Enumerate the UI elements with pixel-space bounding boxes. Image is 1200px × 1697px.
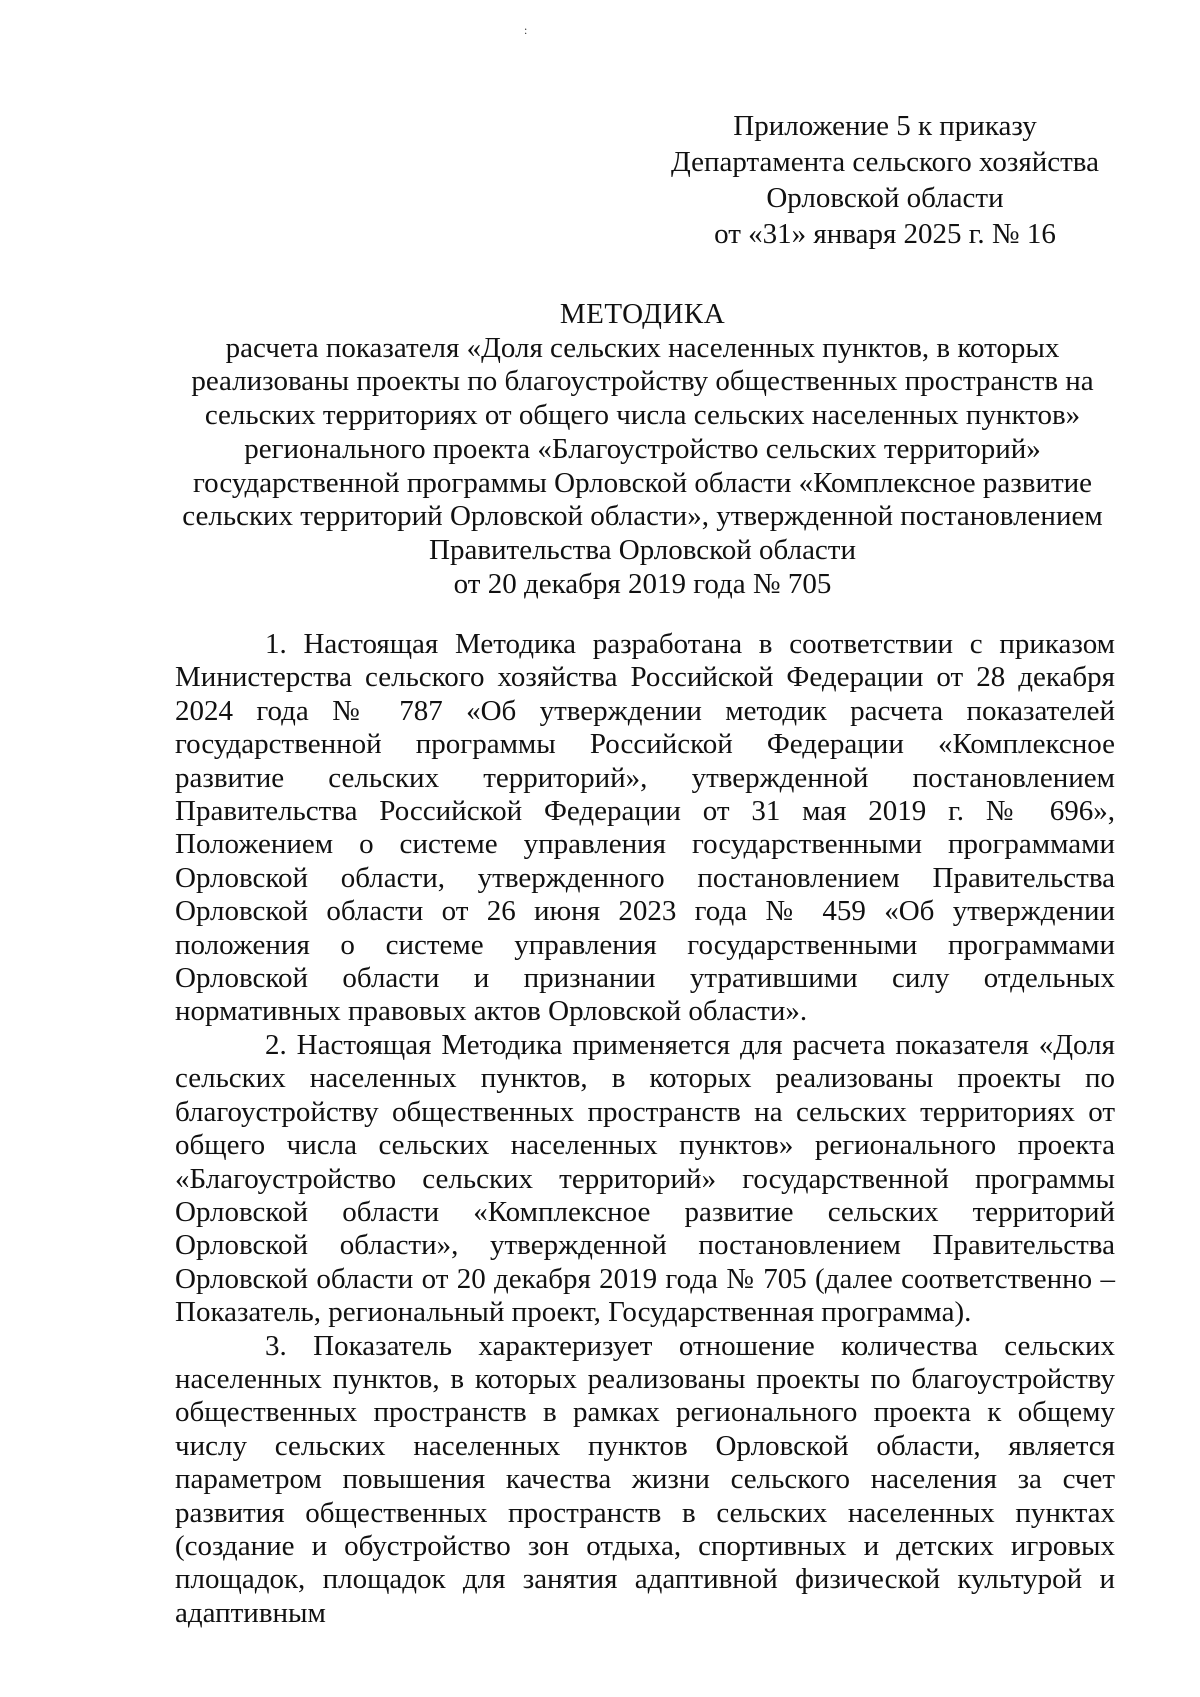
document-body bbox=[175, 628, 1115, 1630]
title-line: сельских территориях от общего числа сельских населенных пунктов» bbox=[204, 399, 1081, 432]
title-line: государственной программы Орловской области «Комплексное развитие bbox=[192, 466, 1093, 499]
title-line: расчета показателя «Доля сельских населенных пунктов, в которых bbox=[225, 331, 1060, 364]
appendix-line: Орловской области bbox=[766, 182, 1004, 214]
paragraph-3: 3. Показатель характеризует отношение количества сельских населенных пунктов, в которых реализованы проекты по благоустройству общественных пространств в рамках регионального проекта к общему числу сельских населенных пунктов Орловской области, является параметром повышения качества жизни сельского населения за счет развития общественных пространств в сельских населенных пунктах (создание и обустройство зон отдыха, спортивных и детских игровых площадок, площадок для занятия адаптивной физической культурой и адаптивным bbox=[175, 1329, 1115, 1629]
document-title-block bbox=[170, 298, 1115, 601]
scan-mark: : bbox=[524, 23, 528, 37]
appendix-line: Департамента сельского хозяйства bbox=[671, 146, 1099, 178]
document-title: МЕТОДИКА bbox=[559, 298, 726, 330]
paragraph-1: 1. Настоящая Методика разработана в соответствии с приказом Министерства сельского хозяйства Российской Федерации от 28 декабря 2024 года № 787 «Об утверждении методик расчета показателей государственной программы Российской Федерации «Комплексное развитие сельских территорий», утвержденной постановлением Правительства Российской Федерации от 31 мая 2019 г. № 696», Положением о системе управления государственными программами Орловской области, утвержденного постановлением Правительства Орловской области от 26 июня 2023 года № 459 «Об утверждении положения о системе управления государственными программами Орловской области и признании утратившими силу отдельных нормативных правовых актов Орловской области». bbox=[175, 628, 1115, 1028]
appendix-line: Приложение 5 к приказу bbox=[733, 110, 1037, 142]
appendix-header bbox=[660, 108, 1110, 252]
title-line: Правительства Орловской области bbox=[429, 533, 856, 566]
title-line: от 20 декабря 2019 года № 705 bbox=[453, 567, 832, 600]
title-line: регионального проекта «Благоустройство сельских территорий» bbox=[244, 432, 1041, 465]
appendix-date-line: от «31» января 2025 г. № 16 bbox=[714, 218, 1056, 250]
title-line: реализованы проекты по благоустройству общественных пространств на bbox=[191, 365, 1094, 398]
title-line: сельских территорий Орловской области», утвержденной постановлением bbox=[182, 500, 1103, 533]
paragraph-2: 2. Настоящая Методика применяется для расчета показателя «Доля сельских населенных пунктов, в которых реализованы проекты по благоустройству общественных пространств на сельских территориях от общего числа сельских населенных пунктов» регионального проекта «Благоустройство сельских территорий» государственной программы Орловской области «Комплексное развитие сельских территорий Орловской области», утвержденной постановлением Правительства Орловской области от 20 декабря 2019 года № 705 (далее соответственно – Показатель, региональный проект, Государственная программа). bbox=[175, 1028, 1115, 1329]
